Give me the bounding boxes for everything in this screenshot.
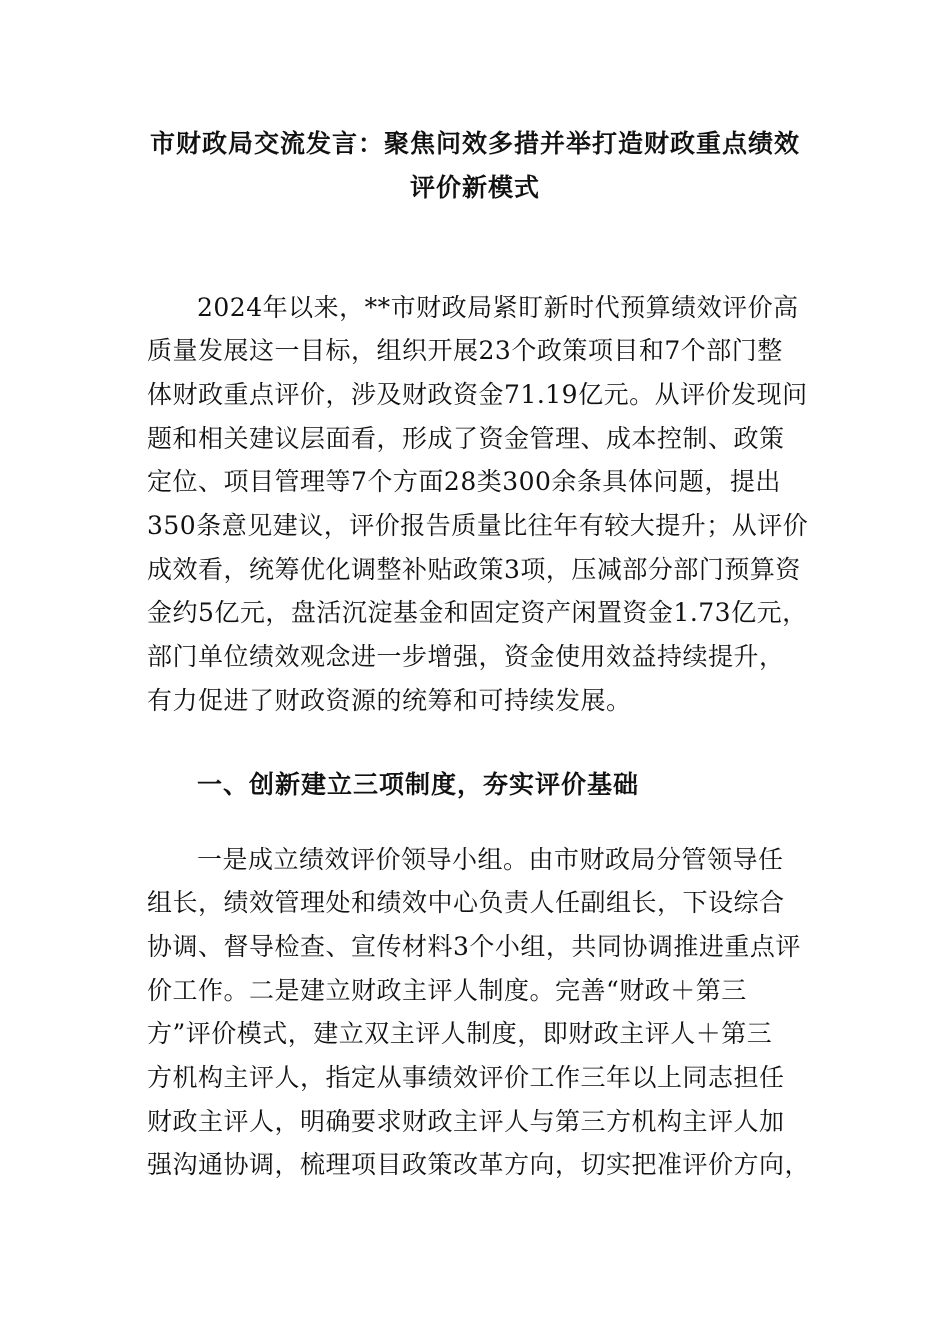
paragraph-line: 协调、督导检查、宣传材料3个小组，共同协调推进重点评 bbox=[147, 932, 801, 961]
paragraph-line: 方机构主评人，指定从事绩效评价工作三年以上同志担任 bbox=[147, 1063, 785, 1092]
paragraph-line: 2024年以来，**市财政局紧盯新时代预算绩效评价高 bbox=[197, 293, 799, 322]
paragraph-line: 质量发展这一目标，组织开展23个政策项目和7个部门整 bbox=[147, 336, 783, 365]
paragraph-line: 部门单位绩效观念进一步增强，资金使用效益持续提升， bbox=[147, 642, 785, 671]
paragraph-line: 组长，绩效管理处和绩效中心负责人任副组长，下设综合 bbox=[147, 888, 785, 917]
paragraph-line: 金约5亿元，盘活沉淀基金和固定资产闲置资金1.73亿元， bbox=[147, 598, 808, 627]
document-title-line-1: 市财政局交流发言：聚焦问效多措并举打造财政重点绩效 bbox=[149, 129, 800, 158]
paragraph-line: 财政主评人，明确要求财政主评人与第三方机构主评人加 bbox=[147, 1107, 785, 1136]
paragraph-line: 定位、项目管理等7个方面28类300余条具体问题，提出 bbox=[147, 467, 781, 496]
paragraph-line: 强沟通协调，梳理项目政策改革方向，切实把准评价方向， bbox=[147, 1150, 811, 1179]
document-title-line-2: 评价新模式 bbox=[409, 173, 540, 202]
paragraph-line: 一是成立绩效评价领导小组。由市财政局分管领导任 bbox=[197, 845, 784, 874]
paragraph-line: 方”评价模式，建立双主评人制度，即财政主评人＋第三 bbox=[147, 1019, 773, 1048]
paragraph-line: 成效看，统筹优化调整补贴政策3项，压减部分部门预算资 bbox=[147, 555, 801, 584]
paragraph-line: 350条意见建议，评价报告质量比往年有较大提升；从评价 bbox=[147, 511, 809, 540]
paragraph-line: 有力促进了财政资源的统筹和可持续发展。 bbox=[147, 686, 632, 715]
paragraph-line: 体财政重点评价，涉及财政资金71.19亿元。从评价发现问 bbox=[147, 380, 808, 409]
paragraph-line: 题和相关建议层面看，形成了资金管理、成本控制、政策 bbox=[147, 424, 785, 453]
paragraph-line: 价工作。二是建立财政主评人制度。完善“财政＋第三 bbox=[147, 976, 747, 1005]
section-heading-1: 一、创新建立三项制度，夯实评价基础 bbox=[197, 770, 640, 799]
